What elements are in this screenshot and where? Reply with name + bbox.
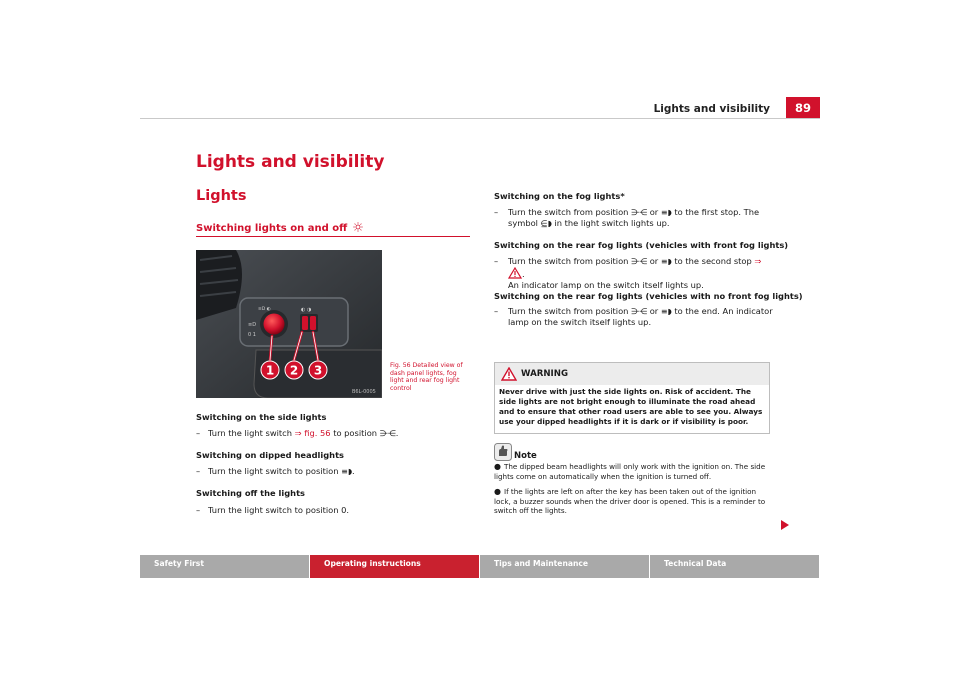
svg-text:◐ ◑: ◐ ◑ bbox=[301, 307, 312, 313]
svg-text:0 1: 0 1 bbox=[248, 332, 256, 338]
warning-box bbox=[494, 362, 770, 434]
step-side-lights: – Turn the light switch ⇒ fig. 56 to position ⋺⋲. bbox=[196, 428, 399, 438]
note-item-1-text: The dipped beam headlights will only work with the ignition on. The side lights come on automatically when the ignition is turned off. bbox=[494, 462, 766, 481]
note-item-2-text: If the lights are left on after the key has been taken out of the ignition lock, a buzzer sounds when the driver door is opened. This is a reminder to switch off the lights. bbox=[494, 487, 766, 516]
step-dipped: – Turn the light switch to position ≡◗. bbox=[196, 466, 355, 476]
tab-tips-and-maintenance[interactable]: Tips and Maintenance bbox=[480, 555, 649, 578]
dipped-beam-icon: ≡◗ bbox=[660, 208, 672, 217]
fog-line1a: Turn the switch from position bbox=[508, 207, 629, 217]
page-number: 89 bbox=[786, 97, 820, 119]
running-header-title: Lights and visibility bbox=[653, 103, 770, 115]
dipped-beam-icon: ≡◗ bbox=[341, 467, 353, 476]
heading-dipped: Switching on dipped headlights bbox=[196, 450, 344, 460]
note-title: Note bbox=[514, 451, 537, 461]
side-light-icon: ⋺⋲ bbox=[631, 307, 648, 316]
step-off: – Turn the light switch to position 0. bbox=[196, 505, 350, 515]
fog-light-icon: ⋸◗ bbox=[540, 219, 552, 228]
step-side-lights-text-b: to position bbox=[333, 428, 378, 438]
note-item-1: ● The dipped beam headlights will only work with the ignition on. The side lights come on automatically when the ignition is turned off. bbox=[494, 462, 766, 481]
rear-front-line2: An indicator lamp on the switch itself lights up. bbox=[508, 280, 704, 290]
next-page-arrow-icon[interactable] bbox=[780, 519, 790, 531]
side-light-icon: ⋺⋲ bbox=[631, 257, 648, 266]
fog-or: or bbox=[649, 207, 659, 217]
step-side-lights-text-a: Turn the light switch bbox=[208, 428, 292, 438]
figure-light-switch bbox=[196, 250, 382, 398]
rear-front-line1a: Turn the switch from position bbox=[508, 256, 629, 266]
rear-nofront-line1a: Turn the switch from position bbox=[508, 306, 629, 316]
rear-front-line1b: to the second stop bbox=[674, 256, 752, 266]
chapter-title: Lights and visibility bbox=[196, 152, 385, 172]
warning-triangle-icon bbox=[508, 267, 522, 279]
callout-2: 2 bbox=[289, 363, 299, 378]
dipped-beam-icon: ≡◗ bbox=[660, 257, 672, 266]
warning-ref-link[interactable]: ⇒ bbox=[508, 256, 761, 279]
section-title: Lights bbox=[196, 188, 247, 204]
callout-3: 3 bbox=[313, 363, 323, 378]
step-rear-fog-front: – Turn the switch from position ⋺⋲ or ≡◗ to the second stop ⇒ . An indicator lamp on the switch itself lights up. bbox=[494, 256, 762, 290]
svg-text:≡D: ≡D bbox=[248, 322, 257, 328]
footer-nav bbox=[140, 555, 820, 578]
heading-side-lights: Switching on the side lights bbox=[196, 412, 327, 422]
light-switch-illustration bbox=[196, 250, 382, 398]
step-rear-fog-nofront: – Turn the switch from position ⋺⋲ or ≡◗ to the end. An indicator lamp on the switch itself lights up. bbox=[494, 306, 773, 327]
tab-technical-data[interactable]: Technical Data bbox=[650, 555, 819, 578]
sun-icon bbox=[353, 222, 363, 232]
heading-off: Switching off the lights bbox=[196, 488, 305, 498]
rear-nofront-line1b: to the end. An indicator bbox=[674, 306, 773, 316]
fog-line2b: in the light switch lights up. bbox=[554, 218, 670, 228]
fog-line1b: to the first stop. The bbox=[674, 207, 760, 217]
tab-operating-instructions[interactable]: Operating instructions bbox=[310, 555, 479, 578]
figure-caption: Fig. 56 Detailed view of dash panel lights, fog light and rear fog light control bbox=[390, 362, 463, 392]
step-off-text: Turn the light switch to position 0. bbox=[208, 505, 350, 515]
tab-safety-first[interactable]: Safety First bbox=[140, 555, 309, 578]
side-light-icon: ⋺⋲ bbox=[631, 208, 648, 217]
subsection-title bbox=[196, 222, 363, 234]
fig-ref-link[interactable]: ⇒ fig. 56 bbox=[294, 428, 331, 438]
step-fog: – Turn the switch from position ⋺⋲ or ≡◗ to the first stop. The symbol ⋸◗ in the light switch lights up. bbox=[494, 207, 760, 228]
callout-1: 1 bbox=[265, 363, 275, 378]
side-light-icon: ⋺⋲ bbox=[379, 429, 396, 438]
fog-line2a: symbol bbox=[508, 218, 538, 228]
rear-nofront-line2: lamp on the switch itself lights up. bbox=[508, 317, 652, 327]
warning-title: WARNING bbox=[521, 369, 568, 379]
dipped-beam-icon: ≡◗ bbox=[660, 307, 672, 316]
figure-code: B6L-0005 bbox=[352, 389, 376, 395]
fig-ref-text: fig. 56 bbox=[304, 428, 331, 438]
note-icon bbox=[494, 443, 512, 461]
subsection-title-text: Switching lights on and off bbox=[196, 223, 348, 234]
svg-text:≡D ◐: ≡D ◐ bbox=[258, 307, 271, 312]
heading-fog: Switching on the fog lights* bbox=[494, 191, 625, 201]
warning-body: Never drive with just the side lights on. Risk of accident. The side lights are not bright enough to illuminate the road ahead and to ensure that other road users are able to see you. Always use your dipped headlights if it is dark or if visibility is poor. bbox=[499, 387, 763, 426]
rear-front-or: or bbox=[649, 256, 659, 266]
warning-triangle-icon bbox=[501, 367, 517, 381]
rear-nofront-or: or bbox=[649, 306, 659, 316]
step-dipped-text: Turn the light switch to position bbox=[208, 466, 339, 476]
heading-rear-fog-nofront: Switching on the rear fog lights (vehicles with no front fog lights) bbox=[494, 291, 803, 301]
subsection-rule bbox=[196, 236, 470, 237]
header-rule bbox=[140, 118, 820, 119]
heading-rear-fog-front: Switching on the rear fog lights (vehicles with front fog lights) bbox=[494, 240, 789, 250]
note-item-2: ● If the lights are left on after the key has been taken out of the ignition lock, a buzzer sounds when the driver door is opened. This is a reminder to switch off the lights. bbox=[494, 487, 766, 516]
